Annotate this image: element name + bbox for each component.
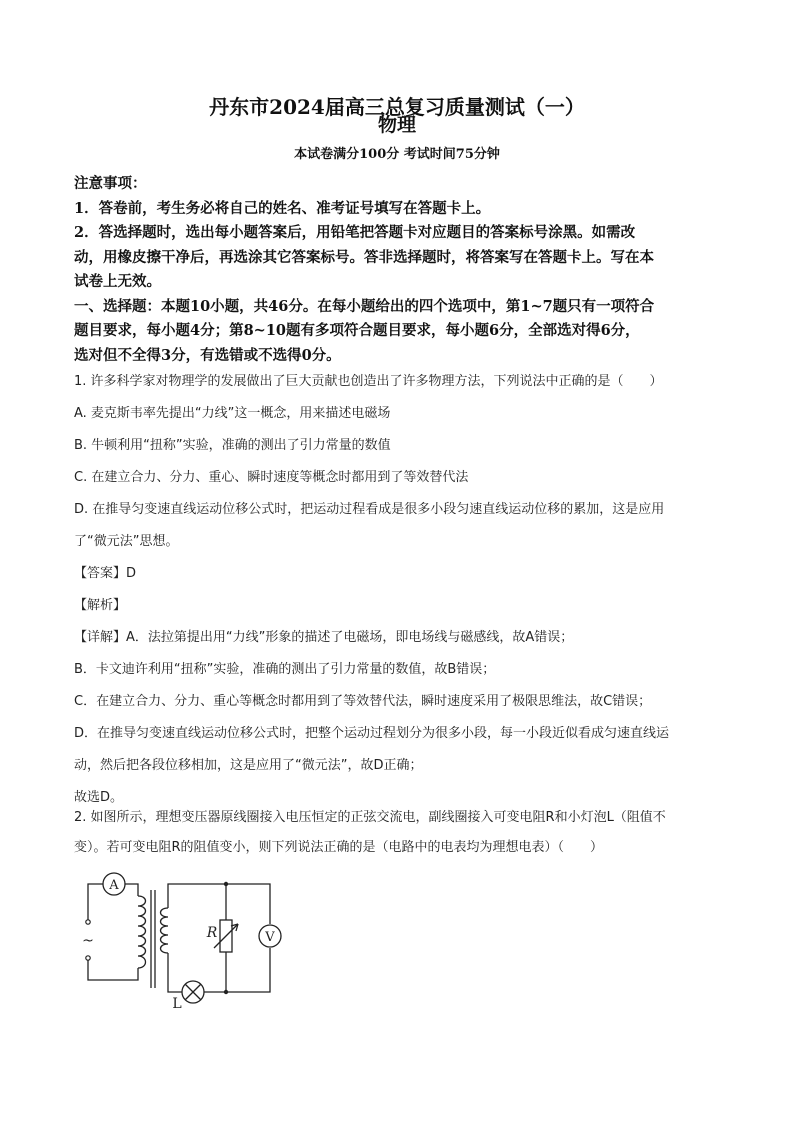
answer-tag: 【答案】D	[74, 566, 137, 581]
conclusion: 故选D。	[74, 790, 124, 805]
ammeter-label: A	[109, 878, 119, 893]
secondary-wire-lamp-right	[204, 948, 270, 992]
resistor-arrow	[214, 924, 238, 948]
detail-line-3: C．在建立合力、分力、重心等概念时都用到了等效替代法，瞬时速度采用了极限思维法，故C错误；	[74, 694, 652, 709]
notice-section	[74, 172, 724, 368]
input-terminal-top	[86, 920, 90, 924]
detail-line-4: D．在推导匀变速直线运动位移公式时，把整个运动过程划分为很多小段，每一小段近似看成匀速直线运	[74, 726, 670, 741]
notice-heading: 注意事项：	[74, 175, 147, 192]
question-2-stem-line-1: 2. 如图所示，理想变压器原线圈接入电压恒定的正弦交流电，副线圈接入可变电阻R和小灯泡L（阻值不	[74, 810, 666, 825]
secondary-wire-top	[168, 884, 270, 924]
detail-line-5: 动，然后把各段位移相加，这是应用了“微元法”，故D正确；	[74, 758, 423, 773]
detail-line-2: B．卡文迪许利用“扭称”实验，准确的测出了引力常量的数值，故B错误；	[74, 662, 496, 677]
section-heading-line-1: 一、选择题：本题10小题，共46分。在每小题给出的四个选项中，第1~7题只有一项符合	[74, 297, 655, 315]
question-2-stem-line-2: 变）。若可变电阻R的阻值变小，则下列说法正确的是（电路中的电表均为理想电表）（ ）	[74, 840, 604, 855]
lamp-label: L	[172, 996, 182, 1012]
analysis-tag: 【解析】	[74, 598, 127, 613]
primary-wire-top-right	[125, 884, 138, 896]
section-heading-line-2: 题目要求，每小题4分；第8~10题有多项符合题目要求，每小题6分，全部选对得6分，	[74, 322, 640, 339]
question-1	[74, 372, 724, 820]
secondary-coil	[161, 908, 169, 953]
input-terminal-bottom	[86, 956, 90, 960]
junction-bottom	[224, 990, 228, 994]
ac-source-symbol: ~	[82, 933, 94, 949]
page-title: 丹东市2024届高三总复习质量测试（一）	[209, 95, 585, 119]
primary-wire-top	[88, 884, 103, 922]
secondary-wire-bottom	[168, 953, 182, 992]
junction-top	[224, 882, 228, 886]
exam-info: 本试卷满分100分 考试时间75分钟	[294, 147, 500, 162]
option-b: B. 牛顿利用“扭称”实验，准确的测出了引力常量的数值	[74, 438, 391, 453]
option-c: C. 在建立合力、分力、重心、瞬时速度等概念时都用到了等效替代法	[74, 470, 469, 485]
voltmeter-label: V	[265, 930, 275, 945]
primary-coil	[138, 896, 146, 968]
resistor-label: R	[206, 925, 218, 941]
question-2	[74, 808, 724, 868]
notice-item-2-line-1: 2．答选择题时，选出每小题答案后，用铅笔把答题卡对应题目的答案标号涂黑。如需改	[74, 224, 636, 241]
option-d-line-1: D. 在推导匀变速直线运动位移公式时，把运动过程看成是很多小段匀速直线运动位移的累加，这是应用	[74, 502, 665, 517]
section-heading-line-3: 选对但不全得3分，有选错或不选得0分。	[74, 346, 341, 364]
primary-wire-bottom	[88, 958, 138, 980]
question-1-stem: 1. 许多科学家对物理学的发展做出了巨大贡献也创造出了许多物理方法，下列说法中正确的是（ ）	[74, 374, 663, 389]
notice-item-2-line-2: 动，用橡皮擦干净后，再选涂其它答案标号。答非选择题时，将答案写在答题卡上。写在本	[74, 248, 654, 266]
notice-item-2-line-3: 试卷上无效。	[74, 273, 161, 290]
notice-item-1: 1．答卷前，考生务必将自己的姓名、准考证号填写在答题卡上。	[74, 199, 491, 217]
transformer-circuit-diagram	[76, 868, 288, 1013]
subject-title: 物理	[377, 114, 416, 136]
option-d-line-2: 了“微元法”思想。	[74, 534, 179, 549]
detail-line-1: 【详解】A．法拉第提出用“力线”形象的描述了电磁场，即电场线与磁感线，故A错误；	[74, 630, 574, 645]
option-a: A. 麦克斯韦率先提出“力线”这一概念，用来描述电磁场	[74, 406, 391, 421]
